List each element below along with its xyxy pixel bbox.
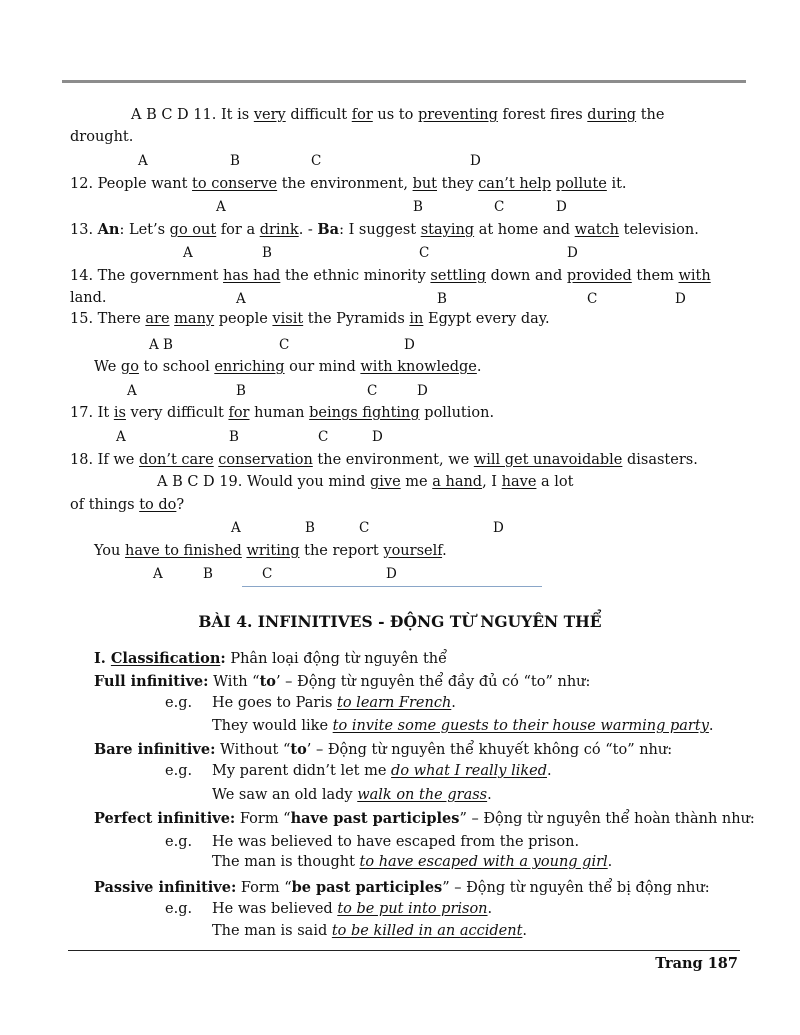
q12-label-a: A: [138, 153, 148, 169]
bare-infinitive-heading: Bare infinitive: Without “to’ – Động từ nguyên thể khuyết không có “to” như:: [94, 741, 673, 758]
passive-infinitive-heading: Passive infinitive: Form “be past participles” – Động từ nguyên thể bị động như:: [94, 879, 710, 896]
q19-option-c: have: [501, 474, 537, 490]
q18-label-c: C: [318, 429, 329, 445]
question-13-line: 13. An: Let’s go out for a drink. - Ba: I suggest staying at home and watch television.: [70, 221, 699, 238]
perfect-eg-label: e.g.: [165, 834, 193, 850]
footer-rule: [68, 950, 740, 951]
q18-option-b: conservation: [218, 452, 313, 468]
q16-option-c: with knowledge: [360, 359, 477, 375]
q17-label-b: B: [236, 383, 246, 399]
q13-label-b: B: [413, 199, 423, 215]
perfect-example-2: The man is thought to have escaped with a young girl.: [212, 854, 613, 870]
q15-label-a: A: [236, 291, 246, 307]
full-example-1: He goes to Paris to learn French.: [212, 695, 456, 711]
q15-label-b: B: [437, 291, 447, 307]
bare-example-1: My parent didn’t let me do what I really liked.: [212, 763, 552, 779]
bare-example-2: We saw an old lady walk on the grass.: [212, 787, 492, 803]
q13-option-d: watch: [574, 222, 620, 238]
q16-option-a: go: [120, 359, 139, 375]
q14-label-c: C: [419, 245, 430, 261]
section-title: BÀI 4. INFINITIVES - ĐỘNG TỪ NGUYÊN THỂ: [198, 612, 602, 631]
q20-label-b: B: [305, 520, 315, 536]
q16-label-c: C: [279, 337, 290, 353]
q14-option-c: provided: [566, 268, 632, 284]
bare-eg-label: e.g.: [165, 763, 193, 779]
question-19-line: A B C D 19. Would you mind give me a hand, I have a lot: [157, 474, 574, 490]
q17-option-c: beings fighting: [309, 405, 420, 421]
q14-label-d: D: [567, 245, 578, 261]
q20-option-b: writing: [246, 543, 300, 559]
q17-label-a: A: [127, 383, 137, 399]
q19-option-b: a hand: [432, 474, 483, 490]
q18-option-a: don’t care: [138, 452, 214, 468]
q17-option-b: for: [228, 405, 250, 421]
q13-option-b: drink: [259, 222, 299, 238]
q14-option-a: has had: [223, 268, 281, 284]
q11-option-d: during: [587, 107, 637, 123]
q12-option-d: pollute: [555, 176, 607, 192]
header-rule: [62, 80, 746, 83]
perfect-example-1: He was believed to have escaped from the prison.: [212, 834, 580, 850]
passive-eg-label: e.g.: [165, 901, 193, 917]
passive-example-1: He was believed to be put into prison.: [212, 901, 493, 917]
q14-option-b: settling: [430, 268, 486, 284]
q17-label-c: C: [367, 383, 378, 399]
q11-option-b: for: [351, 107, 373, 123]
q16-option-b: enriching: [214, 359, 285, 375]
q12-option-a: to conserve: [192, 176, 278, 192]
question-11-line: A B C D 11. It is very difficult for us to preventing forest fires during the: [131, 107, 665, 123]
question-14-wrap: land.: [70, 290, 107, 306]
q11-option-c: preventing: [417, 107, 498, 123]
question-15-line: 15. There are many people visit the Pyramids in Egypt every day.: [70, 311, 550, 327]
speaker-an: An: [97, 221, 120, 238]
question-18-line: 18. If we don’t care conservation the environment, we will get unavoidable disasters.: [70, 452, 698, 468]
question-11-wrap: drought.: [70, 129, 134, 145]
q15-label-c: C: [587, 291, 598, 307]
question-16-line: We go to school enriching our mind with knowledge.: [94, 359, 482, 375]
section-divider: [242, 586, 542, 587]
q20-option-c: yourself: [383, 543, 443, 559]
q20-answer-label-c: C: [262, 566, 273, 582]
question-14-line: 14. The government has had the ethnic minority settling down and provided them with: [70, 268, 711, 284]
q15-option-d: in: [409, 311, 424, 327]
q15-label-d: D: [675, 291, 686, 307]
q13-label-c: C: [494, 199, 505, 215]
q18-label-d: D: [372, 429, 383, 445]
q12-option-b: but: [412, 176, 438, 192]
q12-label-b: B: [230, 153, 240, 169]
q16-label-ab: A B: [149, 337, 173, 353]
q20-label-d: D: [493, 520, 504, 536]
q18-option-c: will get unavoidable: [473, 452, 623, 468]
full-example-2: They would like to invite some guests to their house warming party.: [212, 718, 714, 734]
full-eg-label: e.g.: [165, 695, 193, 711]
q15-option-b: many: [174, 311, 215, 327]
q11-option-a: very: [253, 107, 286, 123]
q12-option-c: can’t help: [478, 176, 552, 192]
q19-option-a: give: [369, 474, 401, 490]
question-17-line: 17. It is very difficult for human beings fighting pollution.: [70, 405, 495, 421]
q20-label-c: C: [359, 520, 370, 536]
q13-label-a: A: [216, 199, 226, 215]
q12-label-d: D: [470, 153, 481, 169]
q14-option-d: with: [678, 268, 711, 284]
q20-answer-label-a: A: [153, 566, 163, 582]
q20-answer-label-b: B: [203, 566, 213, 582]
q17-label-d: D: [417, 383, 428, 399]
q15-option-c: visit: [272, 311, 304, 327]
q14-label-a: A: [183, 245, 193, 261]
q19-option-d: to do: [139, 497, 177, 513]
q20-label-a: A: [231, 520, 241, 536]
question-12-line: 12. People want to conserve the environment, but they can’t help pollute it.: [70, 176, 627, 192]
full-infinitive-heading: Full infinitive: With “to’ – Động từ nguyên thể đầy đủ có “to” như:: [94, 673, 591, 690]
question-19-wrap: of things to do?: [70, 497, 185, 513]
q13-label-d: D: [556, 199, 567, 215]
q16-label-d: D: [404, 337, 415, 353]
speaker-ba: Ba: [317, 221, 340, 238]
classification-label: Classification: [110, 650, 221, 667]
q15-option-a: are: [145, 311, 170, 327]
q13-option-c: staying: [420, 222, 475, 238]
q18-label-b: B: [229, 429, 239, 445]
question-20-line: You have to finished writing the report yourself.: [94, 543, 447, 559]
q14-label-b: B: [262, 245, 272, 261]
classification-heading: I. Classification: Phân loại động từ nguyên thể: [94, 650, 448, 667]
q12-label-c: C: [311, 153, 322, 169]
q17-option-a: is: [113, 405, 126, 421]
page-number: Trang 187: [655, 955, 738, 972]
perfect-infinitive-heading: Perfect infinitive: Form “have past participles” – Động từ nguyên thể hoàn thành như:: [94, 810, 755, 827]
q18-label-a: A: [116, 429, 126, 445]
q13-option-a: go out: [169, 222, 217, 238]
q20-option-a: have to finished: [125, 543, 242, 559]
passive-example-2: The man is said to be killed in an accident.: [212, 923, 528, 939]
q20-answer-label-d: D: [386, 566, 397, 582]
